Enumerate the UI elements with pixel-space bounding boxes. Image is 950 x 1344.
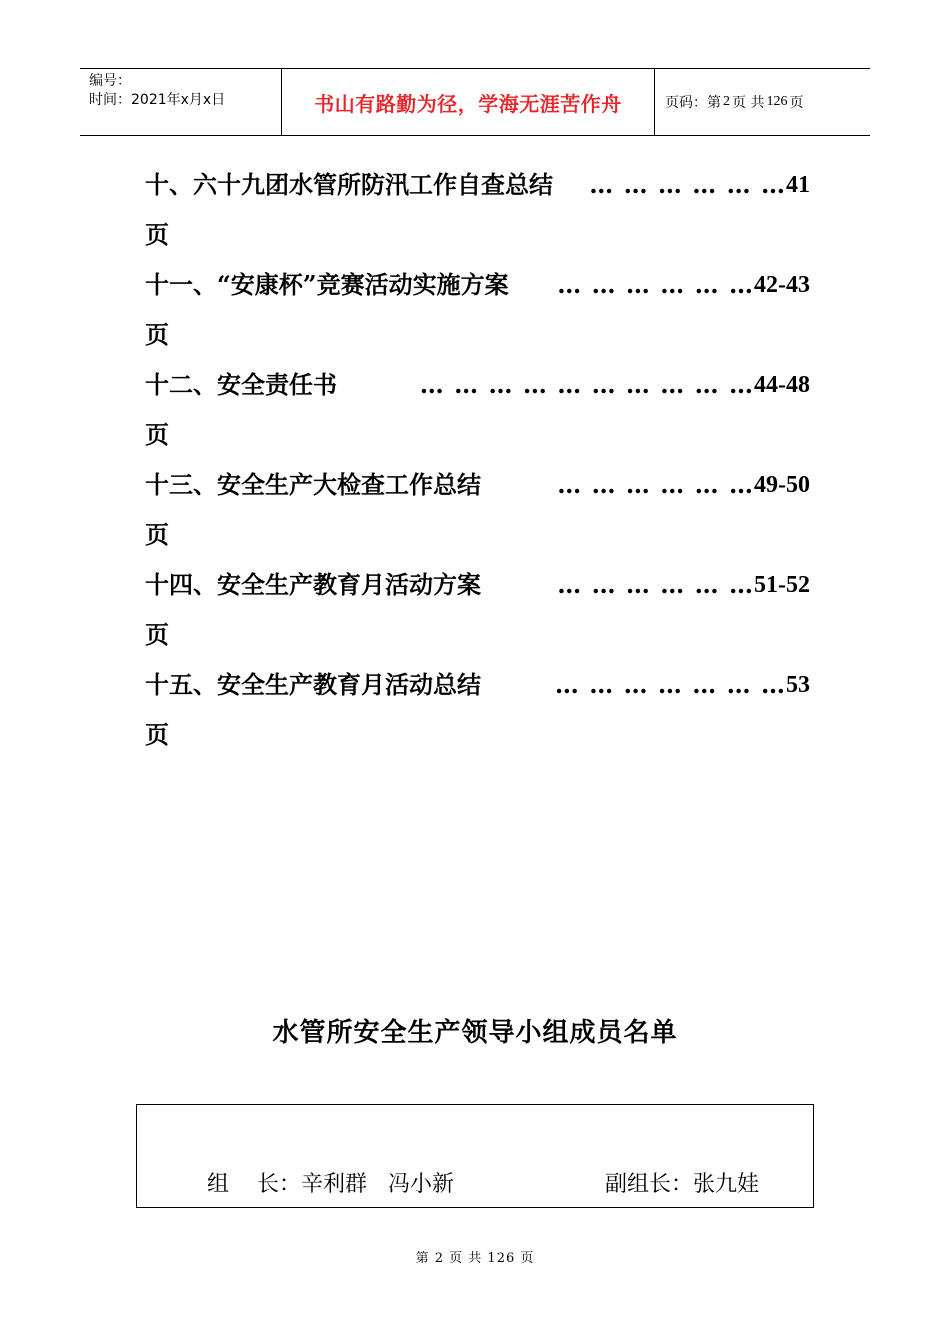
page-mid: 页 共 xyxy=(732,95,765,111)
toc-entry[interactable] xyxy=(145,560,810,660)
toc-entry-pages: 49-50 xyxy=(754,472,810,498)
serial-number-label: 编号： xyxy=(89,73,131,89)
page-suffix: 页 xyxy=(789,95,804,111)
members-table xyxy=(136,1104,814,1208)
toc-entry-pages: 53 xyxy=(786,672,810,698)
page-total: 126 xyxy=(766,94,788,109)
toc-leader-dots: … … … … … … xyxy=(557,470,754,499)
toc-entry-pages: 41 xyxy=(786,172,810,198)
toc-entry[interactable] xyxy=(145,360,810,460)
toc-leader-dots: … … … … … … xyxy=(557,270,754,299)
toc-entry-title: 十五、安全生产教育月活动总结 xyxy=(145,670,481,699)
toc-entry[interactable] xyxy=(145,460,810,560)
toc-leader-dots: … … … … … … xyxy=(589,170,786,199)
toc-entry-suffix: 页 xyxy=(145,520,169,549)
toc-entry[interactable] xyxy=(145,260,810,360)
toc-entry-suffix: 页 xyxy=(145,620,169,649)
toc-entry-suffix: 页 xyxy=(145,320,169,349)
page-footer: 第 2 页 共 126 页 xyxy=(415,1251,535,1266)
toc-entry-title: 十四、安全生产教育月活动方案 xyxy=(145,570,481,599)
header-motto: 书山有路勤为径，学海无涯苦作舟 xyxy=(282,69,655,135)
toc-entry[interactable] xyxy=(145,160,810,260)
header-page-info xyxy=(655,69,870,135)
toc-entry-title: 十、六十九团水管所防汛工作自查总结 xyxy=(145,170,553,199)
header-meta xyxy=(80,69,282,135)
toc-entry-pages: 42-43 xyxy=(754,272,810,298)
team-leader-row: 组 长：辛利群 冯小新 xyxy=(207,1172,454,1197)
toc-entry-title: 十三、安全生产大检查工作总结 xyxy=(145,470,481,499)
table-of-contents xyxy=(145,160,810,760)
toc-entry-title: 十二、安全责任书 xyxy=(145,370,337,399)
date-label: 时间：2021年x月x日 xyxy=(89,92,226,108)
toc-entry-pages: 51-52 xyxy=(754,572,810,598)
toc-entry-suffix: 页 xyxy=(145,720,169,749)
toc-entry-suffix: 页 xyxy=(145,420,169,449)
toc-entry-pages: 44-48 xyxy=(754,372,810,398)
toc-leader-dots: … … … … … … … xyxy=(554,670,786,699)
toc-leader-dots: … … … … … … xyxy=(557,570,754,599)
toc-entry-title: 十一、“安康杯”竞赛活动实施方案 xyxy=(145,270,509,299)
toc-entry[interactable] xyxy=(145,660,810,760)
page-current: 2 xyxy=(723,94,730,109)
toc-entry-suffix: 页 xyxy=(145,220,169,249)
deputy-leader-row: 副组长：张九娃 xyxy=(605,1172,760,1197)
document-header xyxy=(80,68,870,136)
page-prefix: 页码：第 xyxy=(665,95,721,111)
toc-leader-dots: … … … … … … … … … … xyxy=(419,370,754,399)
section-title: 水管所安全生产领导小组成员名单 xyxy=(272,1018,678,1048)
